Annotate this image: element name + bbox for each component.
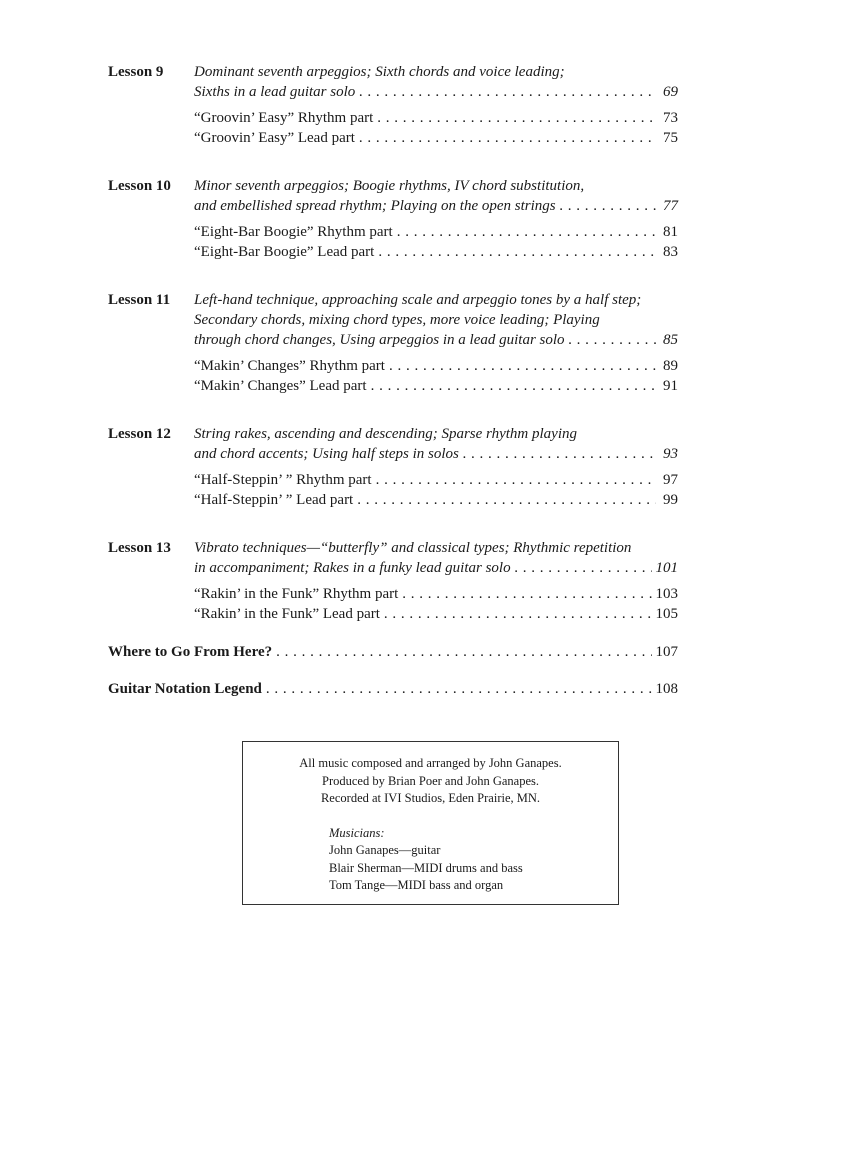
lesson-description-line: Vibrato techniques—“butterfly” and classical types; Rhythmic repetition [194,540,632,556]
dot-leader [276,642,651,662]
toc-lesson-9 [108,62,678,148]
dot-leader [463,444,656,464]
entry-title: “Half-Steppin’ ” Rhythm part [194,472,372,488]
lesson-description-line: Dominant seventh arpeggios; Sixth chords and voice leading; [194,64,565,80]
page-number: 81 [663,224,678,240]
entry-title: “Rakin’ in the Funk” Rhythm part [194,586,399,602]
page-number: 91 [663,378,678,394]
dot-leader [357,490,656,510]
entry-title: “Eight-Bar Boogie” Lead part [194,244,375,260]
entry-title: “Eight-Bar Boogie” Rhythm part [194,224,393,240]
page-number: 108 [655,681,678,697]
toc-entry-rhythm-part[interactable] [194,470,678,490]
page-number: 93 [663,446,678,462]
dot-leader [376,470,656,490]
toc-lesson-10 [108,176,678,262]
dot-leader [389,356,656,376]
musician-entry: Tom Tange—MIDI bass and organ [329,878,504,892]
lesson-description-line: Left-hand technique, approaching scale and arpeggio tones by a half step; [194,292,642,308]
dot-leader [359,82,656,102]
page-number: 75 [663,130,678,146]
dot-leader [266,679,652,699]
dot-leader [560,196,656,216]
dot-leader [397,222,656,242]
page-number: 69 [663,84,678,100]
toc-entry-lead-part[interactable] [194,490,678,510]
lesson-number: Lesson 9 [108,64,164,80]
page-number: 105 [655,606,678,622]
musician-entry: John Ganapes—guitar [329,843,441,857]
page-number: 77 [663,198,678,214]
page-number: 101 [655,560,678,576]
lesson-number: Lesson 12 [108,426,171,442]
toc-entry-rhythm-part[interactable] [194,584,678,604]
entry-title: “Half-Steppin’ ” Lead part [194,492,354,508]
table-of-contents [108,62,678,716]
dot-leader [569,330,656,350]
credit-line: Produced by Brian Poer and John Ganapes. [322,773,539,788]
dot-leader [377,108,656,128]
page-number: 103 [655,586,678,602]
lesson-description-line: through chord changes, Using arpeggios in a lead guitar solo [194,332,565,348]
entry-title: “Groovin’ Easy” Rhythm part [194,110,374,126]
page-number: 89 [663,358,678,374]
credits-box [242,741,619,905]
lesson-number: Lesson 10 [108,178,171,194]
toc-entry-lead-part[interactable] [194,242,678,262]
toc-entry-lead-part[interactable] [194,128,678,148]
lesson-description-line: Secondary chords, mixing chord types, more voice leading; Playing [194,312,600,328]
lesson-description-line: and embellished spread rhythm; Playing on the open strings [194,198,556,214]
credit-line: All music composed and arranged by John Ganapes. [299,756,562,770]
toc-entry-rhythm-part[interactable] [194,222,678,242]
toc-entry-rhythm-part[interactable] [194,108,678,128]
dot-leader [371,376,656,396]
entry-title: “Makin’ Changes” Rhythm part [194,358,385,374]
toc-lesson-12 [108,424,678,510]
toc-entry-rhythm-part[interactable] [194,356,678,376]
page-number: 99 [663,492,678,508]
toc-lesson-13 [108,538,678,624]
entry-title: “Groovin’ Easy” Lead part [194,130,355,146]
musician-entry: Blair Sherman—MIDI drums and bass [329,860,523,875]
lesson-number: Lesson 11 [108,292,171,308]
dot-leader [515,558,652,578]
lesson-number: Lesson 13 [108,540,171,556]
page-number: 107 [655,644,678,660]
toc-entry-where-to-go[interactable] [108,642,678,662]
entry-title: Guitar Notation Legend [108,681,262,697]
page-number: 85 [663,332,678,348]
toc-entry-notation-legend[interactable] [108,679,678,699]
lesson-description-line: in accompaniment; Rakes in a funky lead guitar solo [194,560,511,576]
credit-line: Recorded at IVI Studios, Eden Prairie, MN. [320,791,541,805]
toc-lesson-11 [108,290,678,396]
dot-leader [402,584,651,604]
page-number: 83 [663,244,678,260]
musicians-heading: Musicians: [329,825,385,840]
entry-title: Where to Go From Here? [108,644,273,660]
lesson-description-line: and chord accents; Using half steps in solos [194,446,459,462]
dot-leader [378,242,656,262]
dot-leader [384,604,652,624]
dot-leader [359,128,656,148]
musicians-list [329,825,618,895]
toc-entry-lead-part[interactable] [194,604,678,624]
entry-title: “Makin’ Changes” Lead part [194,378,367,394]
lesson-description-line: String rakes, ascending and descending; Sparse rhythm playing [194,426,578,442]
lesson-description-line: Minor seventh arpeggios; Boogie rhythms, IV chord substitution, [194,178,585,194]
lesson-description-line: Sixths in a lead guitar solo [194,84,356,100]
page-number: 73 [663,110,678,126]
entry-title: “Rakin’ in the Funk” Lead part [194,606,380,622]
toc-entry-lead-part[interactable] [194,376,678,396]
page-number: 97 [663,472,678,488]
